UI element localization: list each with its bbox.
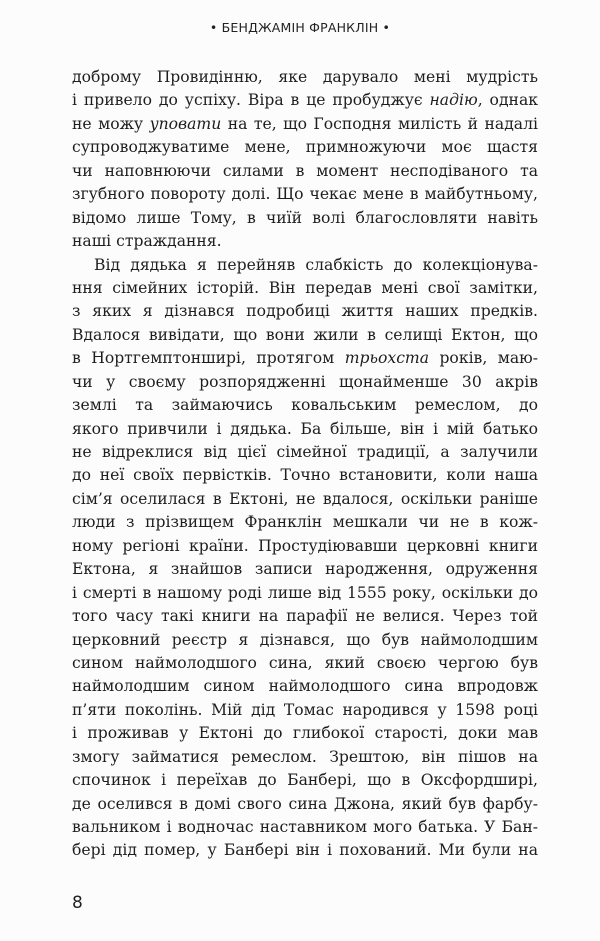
text-span: бері дід помер, у Банбері він і похований. Ми були на xyxy=(72,841,538,860)
running-header: • БЕНДЖАМІН ФРАНКЛІН • xyxy=(209,20,391,35)
body-text xyxy=(72,66,538,863)
italic-text: надію xyxy=(429,91,478,110)
text-line xyxy=(72,488,538,511)
text-span: наймолодшим сином наймолодшого сина впродовж xyxy=(72,677,538,696)
text-line xyxy=(72,816,538,839)
text-span: Вдалося вивідати, що вони жили в селищі Ектон, що xyxy=(72,325,538,344)
text-line xyxy=(72,160,538,183)
text-span: не можу xyxy=(72,114,150,133)
text-span: не відреклися від цієї сімейної традиції, а залучили xyxy=(72,443,538,461)
text-line xyxy=(72,464,538,487)
text-line xyxy=(72,66,538,89)
text-span: доброму Провидінню, яке дарувало мені мудрість xyxy=(72,68,538,86)
italic-text: уповати xyxy=(149,114,222,133)
text-span: змогу займатися ремеслом. Зрештою, він пішов на xyxy=(72,747,538,766)
text-line xyxy=(72,394,538,417)
text-line xyxy=(72,230,538,253)
text-span: ння сімейних історій. Він передав мені свої замітки, xyxy=(72,278,538,297)
text-line xyxy=(72,605,538,628)
text-line xyxy=(72,183,538,206)
text-span: Від дядька я перейняв слабкість до колекціонува- xyxy=(94,255,538,274)
text-line xyxy=(72,839,538,862)
text-line xyxy=(72,558,538,581)
text-span: супроводжуватиме мене, примножуючи моє щастя xyxy=(72,138,538,157)
text-line xyxy=(72,535,538,558)
paragraph xyxy=(72,254,538,863)
text-span: якого привчили і дядька. Ба більше, він і мій батько xyxy=(72,419,538,438)
text-line xyxy=(72,300,538,323)
text-line xyxy=(72,113,538,136)
text-line xyxy=(72,582,538,605)
text-line xyxy=(72,629,538,652)
text-span: церковний реєстр я дізнався, що був наймолодшим xyxy=(72,630,538,649)
text-span: до неї своїх первістків. Точно встановити, коли наша xyxy=(72,466,538,485)
text-line xyxy=(72,371,538,394)
text-line xyxy=(72,652,538,675)
text-line xyxy=(72,675,538,698)
italic-text: трьохста xyxy=(344,349,430,368)
text-span: Ектона, я знайшов записи народження, одруження xyxy=(72,560,538,579)
text-line xyxy=(72,254,538,277)
text-span: сином наймолодшого сина, який своєю чергою був xyxy=(72,653,538,672)
text-line xyxy=(72,347,538,370)
text-span: згубного повороту долі. Що чекає мене в майбутньому, xyxy=(72,185,538,204)
text-line xyxy=(72,511,538,534)
text-span: п’яти поколінь. Мій дід Томас народився у 1598 році xyxy=(72,700,538,719)
text-line xyxy=(72,207,538,230)
text-span: і проживав у Ектоні до глибокої старості, доки мав xyxy=(72,724,538,743)
text-span: вальником і водночас наставником мого батька. У Бан- xyxy=(72,818,538,836)
text-line xyxy=(72,746,538,769)
text-span: землі та займаючись ковальським ремеслом, до xyxy=(72,396,538,415)
text-line xyxy=(72,699,538,722)
text-span: в Нортгемптонширі, протягом xyxy=(72,349,345,368)
text-line xyxy=(72,418,538,441)
text-line xyxy=(72,136,538,159)
text-span: ному регіоні країни. Простудіювавши церковні книги xyxy=(72,536,538,555)
text-span: з яких я дізнався подробиці життя наших предків. xyxy=(72,302,538,321)
text-span: де оселився в домі свого сина Джона, який був фарбу- xyxy=(72,794,538,813)
text-line xyxy=(72,89,538,112)
text-span: років, маю- xyxy=(429,349,538,368)
text-span: відомо лише Тому, в чиїй волі благословляти навіть xyxy=(72,208,538,227)
text-line xyxy=(72,793,538,816)
text-span: сім’я оселилася в Ектоні, не вдалося, оскільки раніше xyxy=(72,489,538,508)
text-span: чи наповнюючи силами в момент несподіваного та xyxy=(72,161,538,180)
text-span: і смерті в нашому роді лише від 1555 року, оскільки до xyxy=(72,583,538,602)
text-span: спочинок і переїхав до Банбері, що в Оксфордширі, xyxy=(72,771,538,790)
text-span: чи у своєму розпорядженні щонайменше 30 акрів xyxy=(72,372,538,391)
text-line xyxy=(72,324,538,347)
text-span: наші страждання. xyxy=(72,232,222,251)
text-line xyxy=(72,441,538,464)
text-span: того часу такі книги на парафії не велися. Через той xyxy=(72,607,538,626)
paragraph xyxy=(72,66,538,254)
text-span: , однак xyxy=(477,91,538,110)
text-span: на те, що Господня милість й надалі xyxy=(221,114,538,133)
page-number: 8 xyxy=(72,893,83,913)
text-span: люди з прізвищем Франклін мешкали чи не в кож- xyxy=(72,513,538,532)
text-line xyxy=(72,769,538,792)
text-line xyxy=(72,722,538,745)
text-span: і привело до успіху. Віра в це пробуджує xyxy=(72,91,430,110)
text-line xyxy=(72,277,538,300)
